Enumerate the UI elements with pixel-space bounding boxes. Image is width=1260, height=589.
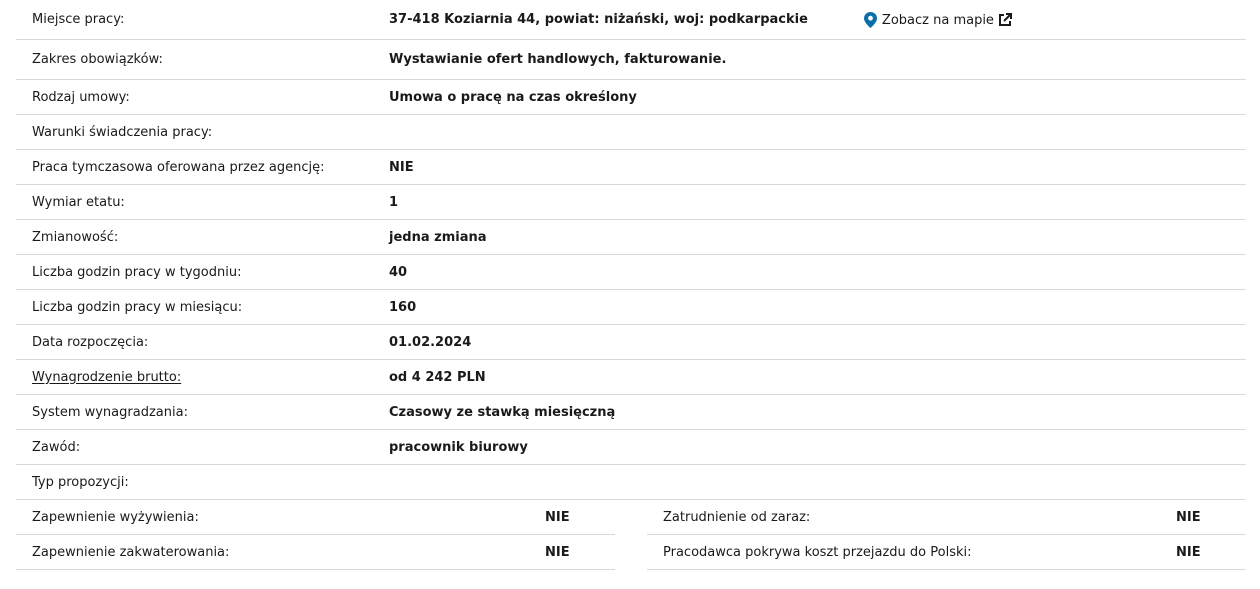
row-label: Zapewnienie wyżywienia: — [32, 509, 199, 525]
row-value: NIE — [389, 159, 414, 175]
row-work-conditions — [16, 115, 1246, 150]
extra-details-right — [647, 500, 1246, 570]
row-label: Liczba godzin pracy w miesiącu: — [32, 299, 243, 315]
row-label: Miejsce pracy: — [32, 12, 125, 27]
gross-salary-help-link[interactable]: Wynagrodzenie brutto: — [32, 369, 182, 385]
row-value: NIE — [1176, 544, 1201, 560]
row-pay-system — [16, 395, 1246, 430]
map-pin-icon — [864, 12, 877, 28]
row-label: Warunki świadczenia pracy: — [32, 124, 213, 140]
row-value: NIE — [545, 509, 570, 525]
row-value: pracownik biurowy — [389, 439, 528, 455]
row-value: 160 — [389, 299, 417, 315]
extra-details — [16, 500, 1246, 570]
row-work-location — [16, 0, 1246, 40]
row-contract-type — [16, 80, 1246, 115]
row-shifts — [16, 220, 1246, 255]
row-value: NIE — [1176, 509, 1201, 525]
row-value: 37-418 Koziarnia 44, powiat: niżański, woj: podkarpackie — [389, 12, 808, 27]
see-on-map-label: Zobacz na mapie — [881, 12, 994, 28]
extra-details-left — [16, 500, 615, 570]
row-value: 1 — [389, 194, 399, 210]
row-value: 40 — [389, 264, 408, 280]
row-label: System wynagradzania: — [32, 404, 188, 420]
external-link-icon — [998, 13, 1012, 27]
row-value: 01.02.2024 — [389, 334, 472, 350]
row-label: Wymiar etatu: — [32, 194, 125, 210]
row-value: od 4 242 PLN — [389, 369, 486, 385]
row-label: Rodzaj umowy: — [32, 89, 130, 105]
row-proposal-type — [16, 465, 1246, 500]
row-gross-salary — [16, 360, 1246, 395]
row-label: Liczba godzin pracy w tygodniu: — [32, 264, 242, 280]
row-label: Pracodawca pokrywa koszt przejazdu do Polski: — [663, 544, 972, 560]
see-on-map-link[interactable] — [864, 12, 1012, 28]
job-offer-details — [16, 0, 1246, 570]
row-label: Zawód: — [32, 439, 81, 455]
row-value: Czasowy ze stawką miesięczną — [389, 404, 616, 420]
row-label: Data rozpoczęcia: — [32, 334, 149, 350]
row-immediate-employment — [647, 500, 1246, 535]
row-job-size — [16, 185, 1246, 220]
row-accommodation-provided — [16, 535, 615, 570]
row-value: jedna zmiana — [389, 229, 487, 245]
row-label: Typ propozycji: — [32, 474, 129, 490]
row-temp-agency — [16, 150, 1246, 185]
row-meals-provided — [16, 500, 615, 535]
row-monthly-hours — [16, 290, 1246, 325]
row-label: Praca tymczasowa oferowana przez agencję: — [32, 159, 325, 175]
row-value: Umowa o pracę na czas określony — [389, 89, 637, 105]
row-value: Wystawianie ofert handlowych, fakturowanie. — [389, 52, 727, 67]
row-weekly-hours — [16, 255, 1246, 290]
row-label: Zmianowość: — [32, 229, 119, 245]
row-travel-costs-covered — [647, 535, 1246, 570]
row-value: NIE — [545, 544, 570, 560]
row-duties — [16, 40, 1246, 80]
row-label: Zatrudnienie od zaraz: — [663, 509, 811, 525]
row-label: Zapewnienie zakwaterowania: — [32, 544, 230, 560]
row-label: Zakres obowiązków: — [32, 52, 163, 67]
row-start-date — [16, 325, 1246, 360]
row-occupation — [16, 430, 1246, 465]
